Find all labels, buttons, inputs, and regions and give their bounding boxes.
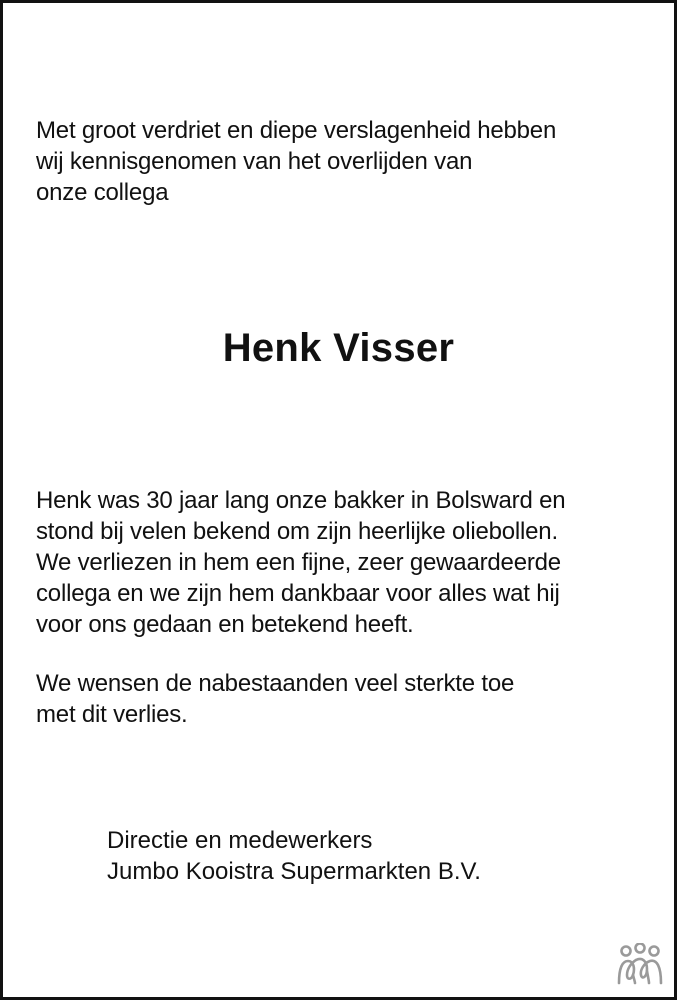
condolence-line: We wensen de nabestaanden veel sterkte toe [36, 670, 515, 697]
intro-paragraph [36, 115, 656, 208]
signature-line: Jumbo Kooistra Supermarkten B.V. [107, 858, 481, 885]
tribute-line: collega en we zijn hem dankbaar voor alles wat hij [36, 580, 560, 607]
condolence-line: met dit verlies. [36, 701, 188, 728]
intro-line: wij kennisgenomen van het overlijden van [36, 148, 473, 175]
condolence-paragraph [36, 668, 656, 730]
tribute-line: voor ons gedaan en betekend heeft. [36, 611, 414, 638]
signature-line: Directie en medewerkers [107, 827, 373, 854]
tribute-line: Henk was 30 jaar lang onze bakker in Bolsward en [36, 487, 566, 514]
tribute-line: We verliezen in hem een fijne, zeer gewaardeerde [36, 549, 561, 576]
people-group-icon [616, 943, 664, 987]
tribute-paragraph [36, 485, 656, 640]
intro-line: onze collega [36, 179, 169, 206]
signature-block [107, 825, 627, 887]
tribute-line: stond bij velen bekend om zijn heerlijke oliebollen. [36, 518, 558, 545]
intro-line: Met groot verdriet en diepe verslagenheid hebben [36, 117, 557, 144]
deceased-name: Henk Visser [222, 326, 455, 370]
